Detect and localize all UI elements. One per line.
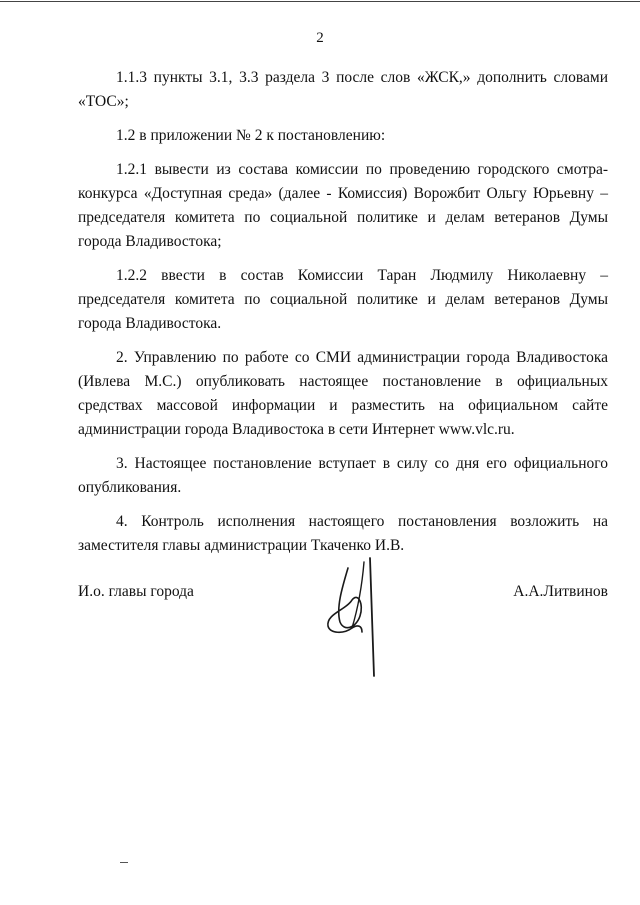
paragraph-1-2-2: 1.2.2 ввести в состав Комиссии Таран Людмилу Николаевну – председателя комитета по социальной политике и делам ветеранов Думы города Владивостока. bbox=[78, 267, 608, 332]
paragraph-2: 2. Управлению по работе со СМИ администрации города Владивостока (Ивлева М.С.) опубликовать настоящее постановление в официальных средствах массовой информации и разместить на официальном сайте администрации города Владивостока в сети Интернет www.vlc.ru. bbox=[78, 349, 608, 438]
paragraph-1-2: 1.2 в приложении № 2 к постановлению: bbox=[116, 127, 386, 144]
page-number: 2 bbox=[316, 30, 324, 46]
handwritten-signature bbox=[318, 548, 398, 680]
signatory-name: А.А.Литвинов bbox=[513, 583, 608, 600]
paragraph-1-2-1: 1.2.1 вывести из состава комиссии по проведению городского смотра-конкурса «Доступная среда» (далее - Комиссия) Ворожбит Ольгу Юрьевну – председателя комитета по социальной политике и делам ветеранов Думы города Владивостока; bbox=[78, 161, 608, 250]
paragraph-1-1-3: 1.1.3 пункты 3.1, 3.3 раздела 3 после слов «ЖСК,» дополнить словами «ТОС»; bbox=[78, 69, 608, 110]
document-body bbox=[78, 66, 608, 568]
paragraph-3: 3. Настоящее постановление вступает в силу со дня его официального опубликования. bbox=[78, 455, 608, 496]
signatory-position: И.о. главы города bbox=[78, 583, 194, 600]
signature-stroke-vertical bbox=[370, 558, 374, 676]
margin-mark bbox=[120, 862, 128, 863]
signature-stroke-main bbox=[328, 568, 362, 632]
paragraph-4: 4. Контроль исполнения настоящего постановления возложить на заместителя главы администрации Ткаченко И.В. bbox=[78, 513, 608, 554]
top-edge-rule bbox=[0, 1, 640, 2]
signature-stroke-upstroke bbox=[352, 562, 364, 628]
